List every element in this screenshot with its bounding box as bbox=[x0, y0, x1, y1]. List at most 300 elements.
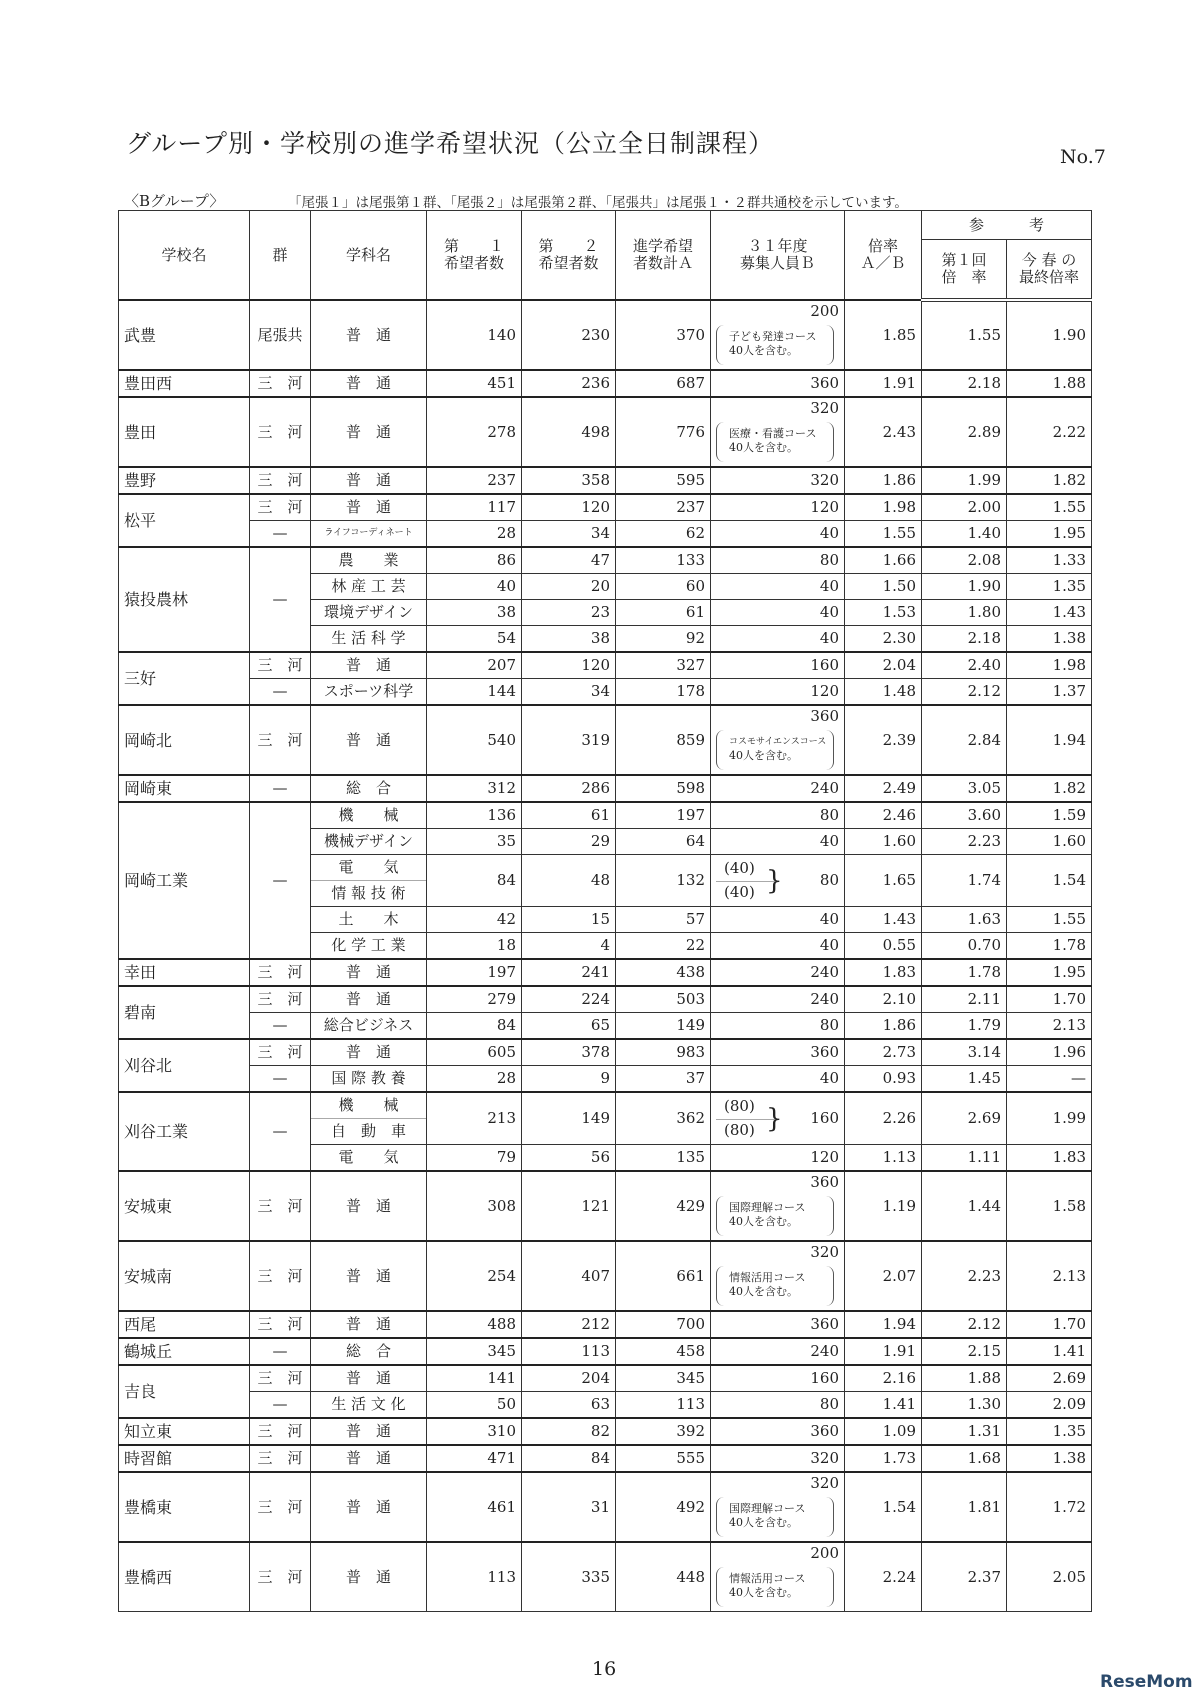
course-note: コスモサイエンスコース 40人を含む。 bbox=[716, 730, 834, 770]
final-ratio: 1.82 bbox=[1007, 775, 1092, 802]
school-name: 松平 bbox=[119, 494, 250, 547]
quota-cell: 120 bbox=[711, 679, 845, 706]
quota-cell: 120 bbox=[711, 494, 845, 521]
second-choice-count: 335 bbox=[522, 1542, 616, 1612]
quota-cell bbox=[711, 1171, 845, 1241]
school-name: 岡崎東 bbox=[119, 775, 250, 802]
total-applicants: 64 bbox=[616, 829, 711, 855]
second-choice-count: 212 bbox=[522, 1311, 616, 1338]
final-ratio: 1.35 bbox=[1007, 1418, 1092, 1445]
department-cell: 普 通 bbox=[311, 1418, 427, 1445]
table-row bbox=[119, 652, 1092, 679]
total-applicants: 776 bbox=[616, 397, 711, 467]
gun-cell: — bbox=[250, 547, 311, 652]
quota-cell: 120 bbox=[711, 1145, 845, 1172]
final-ratio: 1.43 bbox=[1007, 600, 1092, 626]
quota-cell bbox=[711, 855, 845, 907]
quota-cell: 360 bbox=[711, 370, 845, 397]
quota-cell: 240 bbox=[711, 775, 845, 802]
gun-cell: — bbox=[250, 679, 311, 706]
quota-cell: 40 bbox=[711, 933, 845, 960]
quota-cell: 40 bbox=[711, 907, 845, 933]
table-row bbox=[119, 521, 1092, 548]
table-row bbox=[119, 705, 1092, 775]
second-choice-count: 120 bbox=[522, 494, 616, 521]
school-name: 岡崎工業 bbox=[119, 802, 250, 959]
final-ratio: 1.33 bbox=[1007, 547, 1092, 574]
department-cell: 環境デザイン bbox=[311, 600, 427, 626]
first-round-ratio: 1.31 bbox=[922, 1418, 1007, 1445]
first-choice-count: 308 bbox=[427, 1171, 522, 1241]
ratio-ab: 1.91 bbox=[845, 1338, 922, 1365]
total-applicants: 595 bbox=[616, 467, 711, 494]
quota-value: (40) bbox=[724, 858, 755, 877]
first-round-ratio: 1.68 bbox=[922, 1445, 1007, 1472]
second-choice-count: 149 bbox=[522, 1092, 616, 1145]
table-row bbox=[119, 1013, 1092, 1040]
first-choice-count: 28 bbox=[427, 1066, 522, 1093]
first-round-ratio: 3.05 bbox=[922, 775, 1007, 802]
ratio-ab: 2.30 bbox=[845, 626, 922, 653]
ratio-ab: 1.98 bbox=[845, 494, 922, 521]
second-choice-count: 48 bbox=[522, 855, 616, 907]
department-cell: 普 通 bbox=[311, 1542, 427, 1612]
header-reference: 参 考 bbox=[922, 211, 1092, 240]
applications-table bbox=[118, 210, 1092, 1612]
department-cell: 普 通 bbox=[311, 1311, 427, 1338]
department-cell: 普 通 bbox=[311, 1472, 427, 1542]
school-name: 猿投農林 bbox=[119, 547, 250, 652]
first-choice-count: 50 bbox=[427, 1392, 522, 1419]
first-round-ratio: 3.60 bbox=[922, 802, 1007, 829]
ratio-ab: 1.09 bbox=[845, 1418, 922, 1445]
first-choice-count: 18 bbox=[427, 933, 522, 960]
school-name: 西尾 bbox=[119, 1311, 250, 1338]
department-cell: 普 通 bbox=[311, 986, 427, 1013]
first-choice-count: 605 bbox=[427, 1039, 522, 1066]
gun-cell: 三 河 bbox=[250, 1311, 311, 1338]
table-row bbox=[119, 547, 1092, 574]
header-dept: 学科名 bbox=[311, 211, 427, 301]
department-cell: 機 械 bbox=[311, 802, 427, 829]
total-applicants: 983 bbox=[616, 1039, 711, 1066]
course-note: 情報活用コース 40人を含む。 bbox=[716, 1567, 834, 1607]
total-applicants: 503 bbox=[616, 986, 711, 1013]
total-applicants: 178 bbox=[616, 679, 711, 706]
quota-cell: 240 bbox=[711, 1338, 845, 1365]
second-choice-count: 4 bbox=[522, 933, 616, 960]
gun-cell: 三 河 bbox=[250, 1418, 311, 1445]
quota-value: 320 bbox=[810, 1243, 839, 1261]
total-applicants: 237 bbox=[616, 494, 711, 521]
final-ratio: 1.72 bbox=[1007, 1472, 1092, 1542]
header-final-ratio: 今 春 の 最終倍率 bbox=[1007, 240, 1092, 301]
final-ratio: 2.22 bbox=[1007, 397, 1092, 467]
first-round-ratio: 3.14 bbox=[922, 1039, 1007, 1066]
page-number: 16 bbox=[592, 1658, 617, 1680]
department-cell: 総合ビジネス bbox=[311, 1013, 427, 1040]
ratio-ab: 1.53 bbox=[845, 600, 922, 626]
total-applicants: 133 bbox=[616, 547, 711, 574]
second-choice-count: 34 bbox=[522, 679, 616, 706]
first-round-ratio: 0.70 bbox=[922, 933, 1007, 960]
second-choice-count: 498 bbox=[522, 397, 616, 467]
ratio-ab: 1.66 bbox=[845, 547, 922, 574]
second-choice-count: 31 bbox=[522, 1472, 616, 1542]
quota-cell: 80 bbox=[711, 802, 845, 829]
header-ratio: 倍率 Ａ／Ｂ bbox=[845, 211, 922, 301]
first-round-ratio: 2.15 bbox=[922, 1338, 1007, 1365]
gun-cell: 三 河 bbox=[250, 467, 311, 494]
header-quota: ３１年度 募集人員Ｂ bbox=[711, 211, 845, 301]
table-row bbox=[119, 397, 1092, 467]
quota-cell: 360 bbox=[711, 1311, 845, 1338]
second-choice-count: 120 bbox=[522, 652, 616, 679]
first-round-ratio: 2.23 bbox=[922, 829, 1007, 855]
second-choice-count: 65 bbox=[522, 1013, 616, 1040]
ratio-ab: 1.50 bbox=[845, 574, 922, 600]
first-choice-count: 278 bbox=[427, 397, 522, 467]
second-choice-count: 47 bbox=[522, 547, 616, 574]
final-ratio: 1.96 bbox=[1007, 1039, 1092, 1066]
final-ratio: 1.88 bbox=[1007, 370, 1092, 397]
ratio-ab: 1.91 bbox=[845, 370, 922, 397]
ratio-ab: 1.73 bbox=[845, 1445, 922, 1472]
final-ratio: 1.58 bbox=[1007, 1171, 1092, 1241]
final-ratio: 1.59 bbox=[1007, 802, 1092, 829]
department-name: 自 動 車 bbox=[330, 1122, 406, 1140]
quota-value: 320 bbox=[810, 399, 839, 417]
first-choice-count: 471 bbox=[427, 1445, 522, 1472]
ratio-ab: 1.19 bbox=[845, 1171, 922, 1241]
second-choice-count: 319 bbox=[522, 705, 616, 775]
first-round-ratio: 1.40 bbox=[922, 521, 1007, 548]
quota-value: 360 bbox=[810, 707, 839, 725]
first-choice-count: 117 bbox=[427, 494, 522, 521]
quota-value: 360 bbox=[810, 1173, 839, 1191]
ratio-ab: 0.93 bbox=[845, 1066, 922, 1093]
table-row bbox=[119, 1039, 1092, 1066]
first-choice-count: 113 bbox=[427, 1542, 522, 1612]
gun-cell: — bbox=[250, 1092, 311, 1171]
gun-cell: 三 河 bbox=[250, 705, 311, 775]
department-cell: 普 通 bbox=[311, 652, 427, 679]
second-choice-count: 20 bbox=[522, 574, 616, 600]
school-name: 時習館 bbox=[119, 1445, 250, 1472]
gun-cell: 三 河 bbox=[250, 1542, 311, 1612]
quota-cell bbox=[711, 397, 845, 467]
quota-value: (80) bbox=[724, 1096, 755, 1115]
total-applicants: 429 bbox=[616, 1171, 711, 1241]
school-name: 豊田 bbox=[119, 397, 250, 467]
ratio-ab: 2.49 bbox=[845, 775, 922, 802]
course-note: 情報活用コース 40人を含む。 bbox=[716, 1266, 834, 1306]
total-applicants: 438 bbox=[616, 959, 711, 986]
course-note: 子ども発達コース 40人を含む。 bbox=[716, 325, 834, 365]
department-cell: 普 通 bbox=[311, 494, 427, 521]
second-choice-count: 378 bbox=[522, 1039, 616, 1066]
ratio-ab: 1.48 bbox=[845, 679, 922, 706]
quota-cell: 80 bbox=[711, 547, 845, 574]
department-cell bbox=[311, 1092, 427, 1145]
first-choice-count: 451 bbox=[427, 370, 522, 397]
first-choice-count: 79 bbox=[427, 1145, 522, 1172]
final-ratio: 1.90 bbox=[1007, 300, 1092, 370]
final-ratio: 1.70 bbox=[1007, 1311, 1092, 1338]
first-choice-count: 207 bbox=[427, 652, 522, 679]
second-choice-count: 407 bbox=[522, 1241, 616, 1311]
quota-value: 200 bbox=[810, 302, 839, 320]
gun-cell: 三 河 bbox=[250, 1472, 311, 1542]
quota-cell bbox=[711, 1542, 845, 1612]
department-cell: 普 通 bbox=[311, 1039, 427, 1066]
quota-value: 160 bbox=[810, 1108, 839, 1127]
table-row bbox=[119, 679, 1092, 706]
ratio-ab: 1.13 bbox=[845, 1145, 922, 1172]
quota-value: (40) bbox=[724, 882, 755, 901]
course-note: 医療・看護コース 40人を含む。 bbox=[716, 422, 834, 462]
quota-value: 80 bbox=[819, 870, 839, 889]
first-round-ratio: 1.80 bbox=[922, 600, 1007, 626]
second-choice-count: 38 bbox=[522, 626, 616, 653]
department-cell: 普 通 bbox=[311, 397, 427, 467]
ratio-ab: 1.65 bbox=[845, 855, 922, 907]
department-cell: 普 通 bbox=[311, 705, 427, 775]
table-row bbox=[119, 467, 1092, 494]
first-round-ratio: 1.45 bbox=[922, 1066, 1007, 1093]
first-choice-count: 140 bbox=[427, 300, 522, 370]
school-name: 刈谷工業 bbox=[119, 1092, 250, 1171]
ratio-ab: 2.43 bbox=[845, 397, 922, 467]
second-choice-count: 113 bbox=[522, 1338, 616, 1365]
second-choice-count: 204 bbox=[522, 1365, 616, 1392]
table-row bbox=[119, 1418, 1092, 1445]
quota-cell: 40 bbox=[711, 1066, 845, 1093]
ratio-ab: 2.73 bbox=[845, 1039, 922, 1066]
quota-cell bbox=[711, 705, 845, 775]
first-choice-count: 141 bbox=[427, 1365, 522, 1392]
quota-cell: 160 bbox=[711, 652, 845, 679]
school-name: 安城南 bbox=[119, 1241, 250, 1311]
department-name: 機 械 bbox=[311, 1093, 426, 1119]
quota-cell: 320 bbox=[711, 467, 845, 494]
table-row bbox=[119, 494, 1092, 521]
school-name: 幸田 bbox=[119, 959, 250, 986]
course-note: 国際理解コース 40人を含む。 bbox=[716, 1497, 834, 1537]
first-choice-count: 312 bbox=[427, 775, 522, 802]
quota-cell: 80 bbox=[711, 1013, 845, 1040]
first-choice-count: 35 bbox=[427, 829, 522, 855]
school-name: 鶴城丘 bbox=[119, 1338, 250, 1365]
gun-cell: 尾張共 bbox=[250, 300, 311, 370]
second-choice-count: 23 bbox=[522, 600, 616, 626]
ratio-ab: 1.54 bbox=[845, 1472, 922, 1542]
gun-cell: — bbox=[250, 1392, 311, 1419]
first-choice-count: 213 bbox=[427, 1092, 522, 1145]
second-choice-count: 241 bbox=[522, 959, 616, 986]
total-applicants: 661 bbox=[616, 1241, 711, 1311]
school-name: 豊野 bbox=[119, 467, 250, 494]
ratio-ab: 2.10 bbox=[845, 986, 922, 1013]
gun-cell: 三 河 bbox=[250, 986, 311, 1013]
first-round-ratio: 2.12 bbox=[922, 1311, 1007, 1338]
second-choice-count: 224 bbox=[522, 986, 616, 1013]
final-ratio: 1.35 bbox=[1007, 574, 1092, 600]
course-note: 国際理解コース 40人を含む。 bbox=[716, 1196, 834, 1236]
group-label: 〈Bグループ〉 bbox=[124, 192, 225, 210]
final-ratio: 1.55 bbox=[1007, 494, 1092, 521]
gun-cell: 三 河 bbox=[250, 1241, 311, 1311]
first-round-ratio: 2.11 bbox=[922, 986, 1007, 1013]
first-choice-count: 40 bbox=[427, 574, 522, 600]
quota-cell: 40 bbox=[711, 521, 845, 548]
gun-cell: 三 河 bbox=[250, 494, 311, 521]
ratio-ab: 1.41 bbox=[845, 1392, 922, 1419]
school-name: 三好 bbox=[119, 652, 250, 705]
department-cell: 普 通 bbox=[311, 467, 427, 494]
department-cell: 化 学 工 業 bbox=[311, 933, 427, 960]
second-choice-count: 63 bbox=[522, 1392, 616, 1419]
quota-value: 200 bbox=[810, 1544, 839, 1562]
department-cell: 普 通 bbox=[311, 300, 427, 370]
final-ratio: 1.99 bbox=[1007, 1092, 1092, 1145]
header-school: 学校名 bbox=[119, 211, 250, 301]
ratio-ab: 1.94 bbox=[845, 1311, 922, 1338]
table-row bbox=[119, 300, 1092, 370]
total-applicants: 22 bbox=[616, 933, 711, 960]
total-applicants: 132 bbox=[616, 855, 711, 907]
final-ratio: 1.60 bbox=[1007, 829, 1092, 855]
gun-cell: 三 河 bbox=[250, 370, 311, 397]
final-ratio: 1.82 bbox=[1007, 467, 1092, 494]
quota-cell: 40 bbox=[711, 574, 845, 600]
table-row bbox=[119, 959, 1092, 986]
first-choice-count: 42 bbox=[427, 907, 522, 933]
first-choice-count: 144 bbox=[427, 679, 522, 706]
final-ratio: 1.41 bbox=[1007, 1338, 1092, 1365]
gun-cell: 三 河 bbox=[250, 1445, 311, 1472]
first-round-ratio: 1.99 bbox=[922, 467, 1007, 494]
gun-cell: — bbox=[250, 1338, 311, 1365]
first-choice-count: 461 bbox=[427, 1472, 522, 1542]
total-applicants: 345 bbox=[616, 1365, 711, 1392]
ratio-ab: 0.55 bbox=[845, 933, 922, 960]
table-row bbox=[119, 1092, 1092, 1145]
first-choice-count: 54 bbox=[427, 626, 522, 653]
gun-cell: — bbox=[250, 521, 311, 548]
final-ratio: 1.95 bbox=[1007, 959, 1092, 986]
second-choice-count: 82 bbox=[522, 1418, 616, 1445]
second-choice-count: 61 bbox=[522, 802, 616, 829]
ratio-ab: 2.24 bbox=[845, 1542, 922, 1612]
ratio-ab: 2.04 bbox=[845, 652, 922, 679]
first-round-ratio: 2.84 bbox=[922, 705, 1007, 775]
first-choice-count: 237 bbox=[427, 467, 522, 494]
department-cell: 総 合 bbox=[311, 775, 427, 802]
table-row bbox=[119, 1338, 1092, 1365]
first-choice-count: 84 bbox=[427, 855, 522, 907]
school-name: 安城東 bbox=[119, 1171, 250, 1241]
first-round-ratio: 2.40 bbox=[922, 652, 1007, 679]
table-row bbox=[119, 1542, 1092, 1612]
total-applicants: 687 bbox=[616, 370, 711, 397]
department-cell bbox=[311, 855, 427, 907]
final-ratio: 2.09 bbox=[1007, 1392, 1092, 1419]
department-cell: 普 通 bbox=[311, 1365, 427, 1392]
final-ratio: 2.05 bbox=[1007, 1542, 1092, 1612]
second-choice-count: 56 bbox=[522, 1145, 616, 1172]
ratio-ab: 1.86 bbox=[845, 1013, 922, 1040]
gun-cell: 三 河 bbox=[250, 1171, 311, 1241]
quota-cell: 360 bbox=[711, 1039, 845, 1066]
quota-cell: 80 bbox=[711, 1392, 845, 1419]
gun-cell: — bbox=[250, 802, 311, 959]
department-cell: 生 活 文 化 bbox=[311, 1392, 427, 1419]
first-choice-count: 86 bbox=[427, 547, 522, 574]
final-ratio: — bbox=[1007, 1066, 1092, 1093]
quota-cell: 40 bbox=[711, 626, 845, 653]
gun-cell: 三 河 bbox=[250, 652, 311, 679]
school-name: 豊橋西 bbox=[119, 1542, 250, 1612]
first-round-ratio: 2.89 bbox=[922, 397, 1007, 467]
first-round-ratio: 1.79 bbox=[922, 1013, 1007, 1040]
final-ratio: 1.38 bbox=[1007, 626, 1092, 653]
ratio-ab: 2.16 bbox=[845, 1365, 922, 1392]
final-ratio: 1.38 bbox=[1007, 1445, 1092, 1472]
ratio-ab: 2.26 bbox=[845, 1092, 922, 1145]
ratio-ab: 1.60 bbox=[845, 829, 922, 855]
quota-cell bbox=[711, 1092, 845, 1145]
ratio-ab: 2.39 bbox=[845, 705, 922, 775]
second-choice-count: 84 bbox=[522, 1445, 616, 1472]
first-round-ratio: 1.55 bbox=[922, 300, 1007, 370]
brace-icon: } bbox=[766, 865, 783, 896]
total-applicants: 327 bbox=[616, 652, 711, 679]
total-applicants: 448 bbox=[616, 1542, 711, 1612]
first-round-ratio: 1.44 bbox=[922, 1171, 1007, 1241]
department-cell: 普 通 bbox=[311, 1445, 427, 1472]
first-choice-count: 28 bbox=[427, 521, 522, 548]
table-row bbox=[119, 1311, 1092, 1338]
gun-cell: 三 河 bbox=[250, 397, 311, 467]
brace-icon: } bbox=[766, 1103, 783, 1134]
first-choice-count: 540 bbox=[427, 705, 522, 775]
second-choice-count: 230 bbox=[522, 300, 616, 370]
total-applicants: 149 bbox=[616, 1013, 711, 1040]
gun-cell: — bbox=[250, 1066, 311, 1093]
first-choice-count: 254 bbox=[427, 1241, 522, 1311]
table-row bbox=[119, 1472, 1092, 1542]
first-round-ratio: 1.11 bbox=[922, 1145, 1007, 1172]
quota-value: 320 bbox=[810, 1474, 839, 1492]
first-choice-count: 310 bbox=[427, 1418, 522, 1445]
final-ratio: 1.37 bbox=[1007, 679, 1092, 706]
department-name: 電 気 bbox=[311, 855, 426, 881]
table-body bbox=[119, 300, 1092, 1612]
final-ratio: 1.70 bbox=[1007, 986, 1092, 1013]
final-ratio: 1.83 bbox=[1007, 1145, 1092, 1172]
total-applicants: 61 bbox=[616, 600, 711, 626]
first-round-ratio: 2.37 bbox=[922, 1542, 1007, 1612]
department-cell: 国 際 教 養 bbox=[311, 1066, 427, 1093]
school-name: 吉良 bbox=[119, 1365, 250, 1418]
page-title: グループ別・学校別の進学希望状況（公立全日制課程） bbox=[126, 129, 775, 158]
first-choice-count: 345 bbox=[427, 1338, 522, 1365]
total-applicants: 57 bbox=[616, 907, 711, 933]
total-applicants: 859 bbox=[616, 705, 711, 775]
total-applicants: 92 bbox=[616, 626, 711, 653]
first-round-ratio: 2.00 bbox=[922, 494, 1007, 521]
